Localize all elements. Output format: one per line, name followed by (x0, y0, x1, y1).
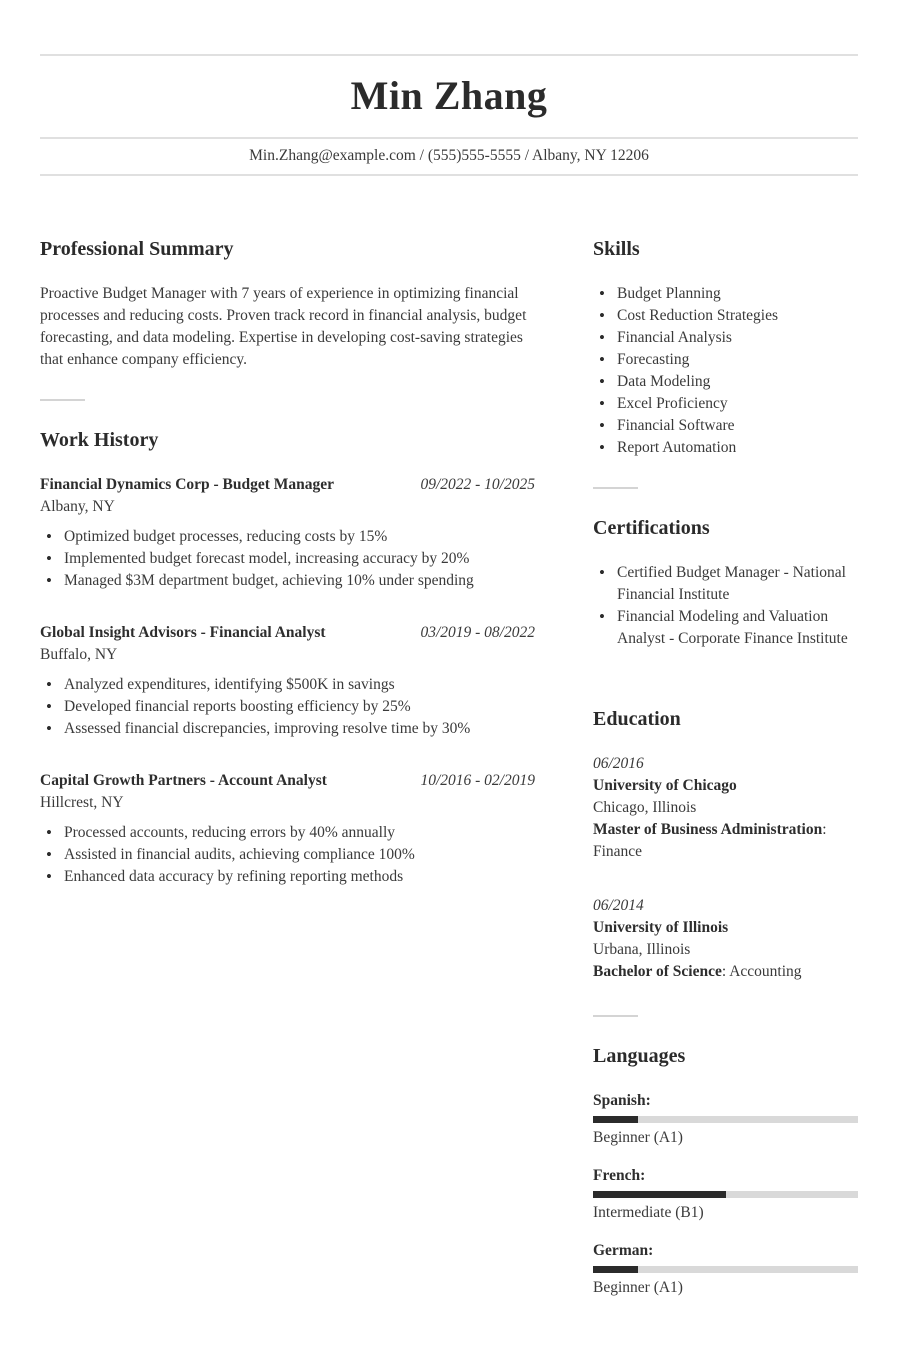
skills-title: Skills (593, 238, 640, 260)
job-bullet: • Enhanced data accuracy by refining reporting methods (40, 866, 535, 888)
skill-item: • Financial Software (593, 415, 858, 437)
left-column (40, 238, 535, 1315)
job-bullet: • Assisted in financial audits, achieving compliance 100% (40, 844, 535, 866)
skills-section (593, 238, 858, 459)
language-proficiency-bar (593, 1191, 858, 1198)
contact-line: Min.Zhang@example.com / (555)555-5555 / Albany, NY 12206 (249, 147, 649, 164)
skills-list (593, 283, 858, 459)
work-history-title: Work History (40, 429, 159, 451)
language-colon: : (645, 1092, 651, 1109)
language-item (593, 1165, 858, 1224)
skill-item: • Data Modeling (593, 371, 858, 393)
language-name (593, 1240, 858, 1262)
language-name-text: French (593, 1167, 641, 1184)
education-school: University of Chicago (593, 777, 737, 794)
resume-header (40, 54, 858, 176)
job-entry (40, 622, 535, 740)
section-divider (40, 399, 85, 401)
job-title: Financial Dynamics Corp - Budget Manager (40, 476, 335, 493)
job-bullet-list (40, 822, 535, 888)
job-dates: 09/2022 - 10/2025 (420, 476, 535, 493)
job-bullet-list (40, 526, 535, 592)
skill-item: • Excel Proficiency (593, 393, 858, 415)
job-header (40, 474, 535, 496)
education-degree: Bachelor of Science (593, 963, 722, 980)
job-title: Capital Growth Partners - Account Analyst (40, 772, 327, 789)
language-item (593, 1240, 858, 1299)
header-rule-top (40, 54, 858, 56)
language-name (593, 1165, 858, 1187)
skill-item: • Financial Analysis (593, 327, 858, 349)
language-proficiency-fill (593, 1266, 638, 1273)
education-entry (593, 895, 858, 983)
section-divider (593, 487, 638, 489)
certifications-title: Certifications (593, 517, 710, 539)
skill-item: • Forecasting (593, 349, 858, 371)
skill-item: • Cost Reduction Strategies (593, 305, 858, 327)
job-bullet: • Implemented budget forecast model, increasing accuracy by 20% (40, 548, 535, 570)
job-entry (40, 474, 535, 592)
right-column (593, 238, 858, 1315)
certifications-section (593, 517, 858, 650)
job-bullet: • Processed accounts, reducing errors by 40% annually (40, 822, 535, 844)
job-header (40, 622, 535, 644)
job-title: Global Insight Advisors - Financial Analyst (40, 624, 326, 641)
education-date: 06/2014 (593, 897, 644, 914)
header-rule-bottom (40, 174, 858, 176)
education-school: University of Illinois (593, 919, 729, 936)
job-dates: 10/2016 - 02/2019 (420, 772, 535, 789)
resume-columns (40, 238, 858, 1315)
candidate-name: Min Zhang (350, 73, 548, 118)
header-rule-middle (40, 137, 858, 139)
language-proficiency-bar (593, 1116, 858, 1123)
job-bullet: • Managed $3M department budget, achieving 10% under spending (40, 570, 535, 592)
skill-item: • Budget Planning (593, 283, 858, 305)
education-title: Education (593, 708, 681, 730)
section-divider (593, 1015, 638, 1017)
job-location: Buffalo, NY (40, 646, 118, 663)
job-dates: 03/2019 - 08/2022 (420, 624, 535, 641)
language-colon: : (640, 1167, 646, 1184)
language-name-text: German (593, 1242, 649, 1259)
job-bullet: • Assessed financial discrepancies, improving resolve time by 30% (40, 718, 535, 740)
summary-section (40, 238, 535, 371)
education-location: Urbana, Illinois (593, 941, 691, 958)
education-degree: Master of Business Administration (593, 821, 823, 838)
language-level: Beginner (A1) (593, 1129, 683, 1146)
language-item (593, 1090, 858, 1149)
degree-separator: : (822, 821, 827, 838)
language-proficiency-bar (593, 1266, 858, 1273)
job-header (40, 770, 535, 792)
language-proficiency-fill (593, 1191, 726, 1198)
education-location: Chicago, Illinois (593, 799, 697, 816)
education-entry (593, 753, 858, 863)
job-location: Albany, NY (40, 498, 115, 515)
education-field: Finance (593, 843, 643, 860)
language-level: Beginner (A1) (593, 1279, 683, 1296)
education-section (593, 708, 858, 983)
degree-separator: : (721, 963, 730, 980)
certifications-list (593, 562, 858, 650)
education-degree-line (593, 961, 858, 983)
job-entry (40, 770, 535, 888)
job-bullet: • Optimized budget processes, reducing costs by 15% (40, 526, 535, 548)
work-history-section (40, 429, 535, 888)
summary-text: Proactive Budget Manager with 7 years of experience in optimizing financial processes and reducing costs. Proven track record in financial analysis, budget forecasting, and data modeling. Expertise in developing cost-saving strategies that enhance company efficiency. (40, 285, 527, 368)
certification-item: • Certified Budget Manager - National Financial Institute (593, 562, 858, 606)
skill-item: • Report Automation (593, 437, 858, 459)
job-bullet-list (40, 674, 535, 740)
language-name-text: Spanish (593, 1092, 646, 1109)
education-field: Accounting (729, 963, 802, 980)
job-bullet: • Analyzed expenditures, identifying $500K in savings (40, 674, 535, 696)
language-colon: : (648, 1242, 654, 1259)
education-date: 06/2016 (593, 755, 644, 772)
job-location: Hillcrest, NY (40, 794, 124, 811)
language-proficiency-fill (593, 1116, 638, 1123)
certification-item: • Financial Modeling and Valuation Analyst - Corporate Finance Institute (593, 606, 858, 650)
language-name (593, 1090, 858, 1112)
summary-title: Professional Summary (40, 238, 234, 260)
language-level: Intermediate (B1) (593, 1204, 704, 1221)
languages-title: Languages (593, 1045, 686, 1067)
education-degree-line (593, 819, 858, 863)
job-bullet: • Developed financial reports boosting efficiency by 25% (40, 696, 535, 718)
languages-section (593, 1045, 858, 1299)
